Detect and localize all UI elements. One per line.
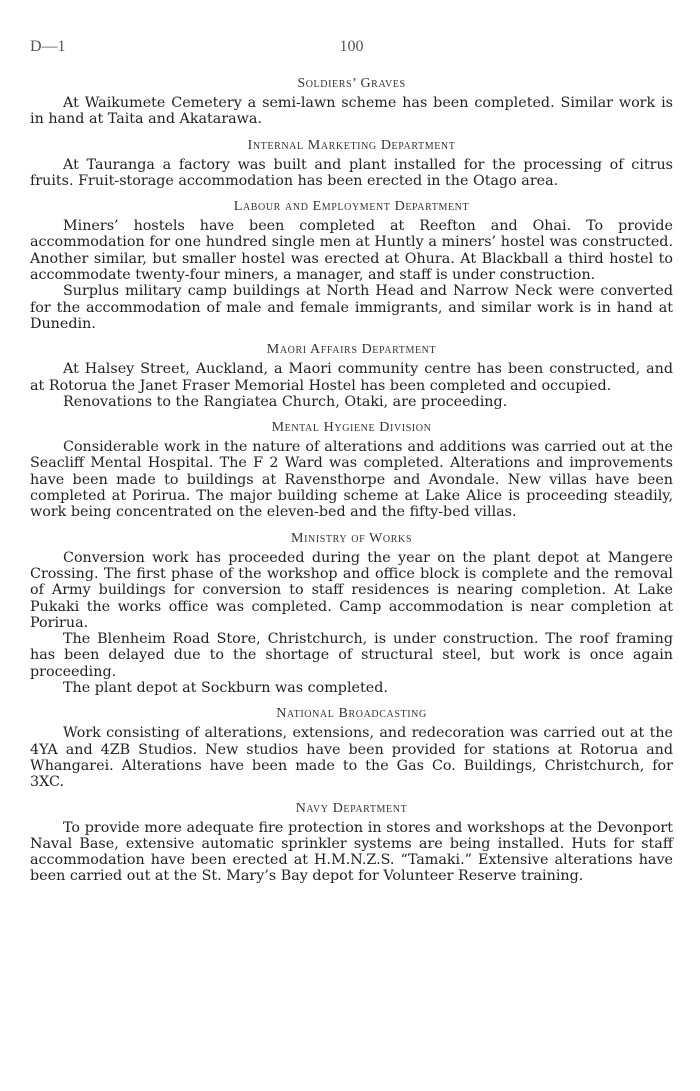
section-soldiers-graves (30, 76, 673, 128)
section-heading: Mental Hygiene Division (271, 420, 432, 436)
document-code: D—1 (30, 38, 66, 55)
section-internal-marketing (30, 138, 673, 190)
section-navy-department (30, 801, 673, 885)
section-maori-affairs (30, 342, 673, 410)
section-heading: Ministry of Works (291, 530, 412, 546)
section-heading: National Broadcasting (276, 706, 427, 722)
section-heading: Internal Marketing Department (247, 137, 456, 153)
section-heading: Labour and Employment Department (233, 199, 470, 215)
paragraph: At Waikumete Cemetery a semi-lawn scheme has been completed. Similar work is in hand at Taita and Akatarawa. (30, 95, 673, 128)
paragraph: Miners’ hostels have been completed at Reefton and Ohai. To provide accommodation for one hundred single men at Huntly a miners’ hostel was constructed. Another similar, but smaller hostel was erected at Ohura. At Blackball a third hostel to accommodate twenty-four miners, a manager, and staff is under construction. (30, 218, 673, 284)
paragraph: Work consisting of alterations, extensions, and redecoration was carried out at the 4YA and 4ZB Studios. New studios have been provided for stations at Rotorua and Whangarei. Alterations have been made to the Gas Co. Buildings, Christchurch, for 3XC. (30, 725, 673, 791)
paragraph: The Blenheim Road Store, Christchurch, is under construction. The roof framing has been delayed due to the shortage of structural steel, but work is once again proceeding. (30, 631, 673, 680)
section-heading: Soldiers’ Graves (297, 76, 406, 91)
section-mental-hygiene (30, 420, 673, 520)
paragraph: To provide more adequate fire protection in stores and workshops at the Devonport Naval Base, extensive automatic sprinkler systems are being installed. Huts for staff accommodation have been erected at H.M.N.Z.S. “Tamaki.” Extensive alterations have been carried out at the St. Mary’s Bay depot for Volunteer Reserve training. (30, 819, 673, 885)
document-page (30, 38, 673, 892)
section-labour-employment (30, 199, 673, 332)
section-national-broadcasting (30, 706, 673, 790)
paragraph: Conversion work has proceeded during the year on the plant depot at Mangere Crossing. The first phase of the workshop and office block is complete and the removal of Army buildings for conversion to staff residences is nearing completion. At Lake Pukaki the works office was completed. Camp accommodation is near completion at Porirua. (30, 549, 673, 631)
page-header (30, 38, 673, 66)
section-heading: Navy Department (295, 800, 408, 816)
paragraph: Surplus military camp buildings at North Head and Narrow Neck were converted for the accommodation of male and female immigrants, and similar work is in hand at Dunedin. (30, 283, 673, 332)
paragraph: The plant depot at Sockburn was completed. (63, 680, 388, 697)
page-number: 100 (339, 38, 364, 55)
section-ministry-of-works (30, 531, 673, 697)
paragraph: At Halsey Street, Auckland, a Maori community centre has been constructed, and at Rotorua the Janet Fraser Memorial Hostel has been completed and occupied. (30, 361, 673, 394)
paragraph: At Tauranga a factory was built and plant installed for the processing of citrus fruits. Fruit-storage accommodation has been erected in the Otago area. (30, 156, 673, 189)
paragraph: Renovations to the Rangiatea Church, Otaki, are proceeding. (63, 393, 508, 410)
section-heading: Maori Affairs Department (266, 342, 437, 358)
paragraph: Considerable work in the nature of alterations and additions was carried out at the Seacliff Mental Hospital. The F 2 Ward was completed. Alterations and improvements have been made to buildings at Ravensthorpe and Avondale. New villas have been completed at Porirua. The major building scheme at Lake Alice is proceeding steadily, work being concentrated on the eleven-bed and the fifty-bed villas. (30, 439, 673, 521)
